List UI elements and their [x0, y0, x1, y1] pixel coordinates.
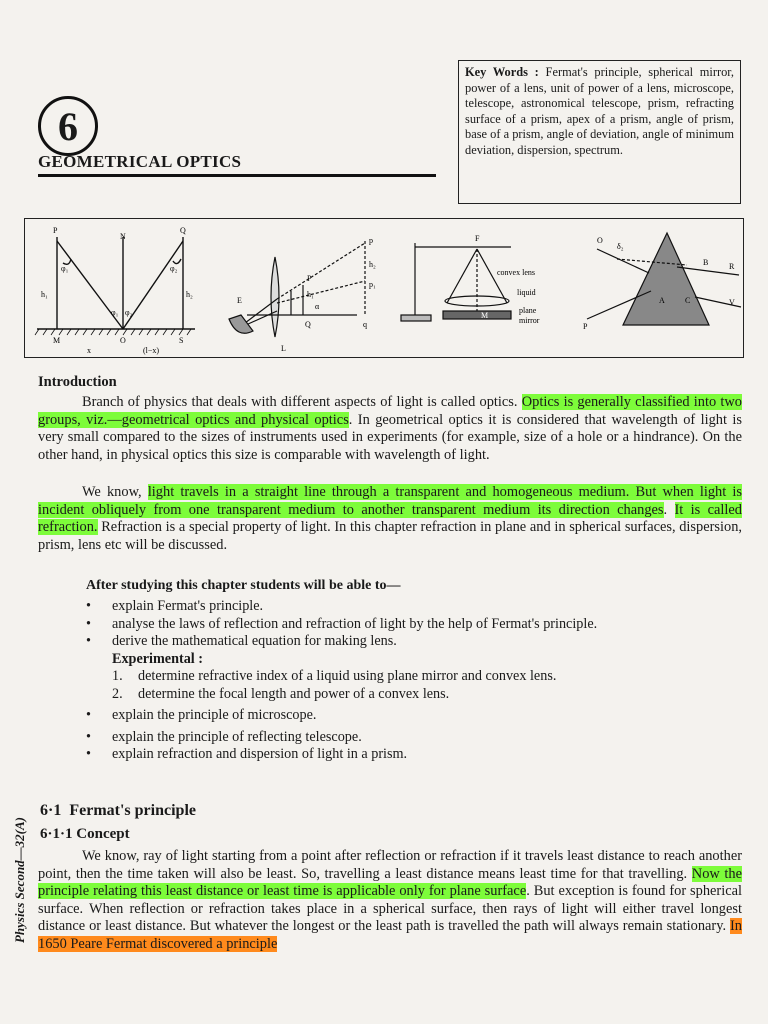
- intro-p2-highlight-1: light travels in a straight line through a transparent and homogeneous medium. But when light is incident obliquely from one transparent medium to another transparent medium its direction changes: [38, 484, 742, 518]
- intro-heading: Introduction: [38, 374, 117, 390]
- list-item: • derive the mathematical equation for making lens.: [86, 633, 397, 649]
- fig1-p-label: P: [53, 226, 58, 235]
- fig2-l-label: L: [281, 344, 286, 353]
- figure-reflection: [25, 219, 205, 357]
- concept-highlight-orange: In 1650 Peare Fermat discovered a principle: [38, 918, 742, 952]
- fig1-phi2-label: φ₂: [170, 264, 178, 273]
- fig4-c-label: C: [685, 296, 691, 305]
- fig4-p-label: P: [583, 322, 588, 331]
- chapter-number: 6: [58, 103, 78, 149]
- side-running-label: Physics Second—32(A): [12, 816, 27, 944]
- fig2-h1-label: h₁: [307, 290, 314, 299]
- fig1-m-label: M: [53, 336, 61, 345]
- chapter-number-circle: [38, 96, 98, 156]
- concept-highlight-green: Now the principle relating this least distance or least time is applicable only for plane surface: [38, 865, 742, 899]
- intro-p2-part1: We know,: [82, 484, 148, 500]
- fig2-bigp-label: P: [307, 274, 312, 283]
- fig2-p-label: p: [369, 236, 373, 245]
- figure-lens-eye: [207, 219, 385, 357]
- intro-paragraph-1: [38, 394, 742, 464]
- fig3-f-label: F: [475, 234, 480, 243]
- section-6-1-heading: 6·1 Fermat's principle: [40, 802, 196, 819]
- fig4-a-label: A: [659, 296, 665, 305]
- intro-p1-part3: . In geometrical optics it is considered that wavelength of light is very small compared to the sizes of instruments used in experiments (for example, size of a hole or a hindrance). On the other hand, in physical optics this size is comparable with wavelength of light.: [38, 411, 742, 463]
- fig3-liquid-label: liquid: [517, 288, 536, 297]
- fig1-phi1-label: φ₁: [61, 264, 69, 273]
- fig3-plane-label: plane: [519, 306, 537, 315]
- list-item: 1. determine refractive index of a liquid using plane mirror and convex lens.: [112, 668, 557, 684]
- keywords-text: Fermat's principle, spherical mirror, power of a lens, unit of power of a lens, microscope, telescope, astronomical telescope, prism, refracting surface of a prism, apex of a prism, angle of prism, base of a prism, angle of deviation, angle of minimum deviation, dispersion, spectrum.: [465, 65, 734, 157]
- list-item: • explain refraction and dispersion of light in a prism.: [86, 746, 408, 762]
- intro-p1-part1: Branch of physics that deals with different aspects of light is called optics.: [82, 394, 522, 410]
- fig1-phi1b-label: φ₁: [111, 308, 119, 317]
- objectives-list: [86, 598, 726, 764]
- list-item: • explain the principle of reflecting telescope.: [86, 728, 362, 745]
- fig1-q-label: Q: [180, 226, 186, 235]
- concept-part1: We know, ray of light starting from a point after reflection or refraction if it travels least distance to reach another point, then the time taken will also be least. So, travelling a least distance means least time for that travelling.: [38, 848, 742, 882]
- intro-p2-highlight-2: It is called refraction.: [38, 501, 742, 535]
- fig1-h1-label: h₁: [41, 290, 48, 299]
- figure-strip: [24, 218, 744, 358]
- list-item: • analyse the laws of reflection and refraction of light by the help of Fermat's principle.: [86, 615, 598, 632]
- figure-prism: [567, 219, 743, 357]
- fig1-s-label: S: [179, 336, 184, 345]
- fig3-m-label: M: [481, 311, 489, 320]
- fig2-p1-label: p₁: [369, 280, 376, 289]
- fig4-v-label: V: [729, 298, 735, 307]
- list-item: • explain Fermat's principle.: [86, 598, 264, 614]
- fig4-r-label: R: [729, 262, 735, 271]
- fig1-x-label: x: [87, 346, 91, 355]
- fig4-o-label: O: [597, 236, 603, 245]
- objectives-lead: After studying this chapter students will be able to—: [86, 578, 401, 593]
- keywords-box: [458, 60, 741, 204]
- fig2-q-label: Q: [305, 320, 311, 329]
- fig4-d-label: δ₂: [617, 242, 624, 251]
- experimental-block: [86, 651, 726, 704]
- fig2-qq-label: q: [363, 320, 367, 329]
- section-6-1-1-heading: 6·1·1 Concept: [40, 826, 130, 842]
- figure-lens-liquid: [387, 219, 565, 357]
- fig3-convex-label: convex lens: [497, 268, 535, 277]
- fig4-b-label: B: [703, 258, 709, 267]
- concept-paragraph: [38, 848, 742, 953]
- intro-p1-highlight: Optics is generally classified into two groups, viz.—geometrical optics and physical optics: [38, 394, 742, 428]
- intro-p2-part3: .: [663, 501, 675, 518]
- title-rule: [38, 174, 436, 177]
- intro-paragraph-2: [38, 484, 742, 554]
- fig2-alpha-label: α: [315, 302, 320, 311]
- fig2-h2-label: h₂: [369, 260, 376, 269]
- experimental-list: [86, 668, 726, 703]
- fig1-phi2b-label: φ₂: [125, 308, 133, 317]
- concept-part3: . But exception is found for spherical surface. When reflection or refraction takes place in a spherical surface, then rays of light will either travel longest distance or least distance. But whatever the longest or the least path is travelled the path will always remain stationary.: [38, 883, 742, 934]
- chapter-title: GEOMETRICAL OPTICS: [38, 152, 242, 171]
- experimental-title: Experimental :: [112, 650, 204, 667]
- fig1-h2-label: h₂: [186, 290, 193, 299]
- fig3-mirror-label: mirror: [519, 316, 540, 325]
- fig1-lx-label: (l−x): [143, 346, 160, 355]
- fig2-e-label: E: [237, 296, 242, 305]
- list-item: • explain the principle of microscope.: [86, 707, 317, 723]
- keywords-label: Key Words :: [465, 65, 539, 79]
- fig1-n-label: N: [120, 232, 126, 241]
- fig1-o-label: O: [120, 336, 126, 345]
- list-item: 2. determine the focal length and power of a convex lens.: [112, 685, 450, 702]
- intro-p2-part5: Refraction is a special property of light. In this chapter refraction in plane and in spherical surfaces, dispersion, prism, lens etc will be discussed.: [38, 519, 742, 553]
